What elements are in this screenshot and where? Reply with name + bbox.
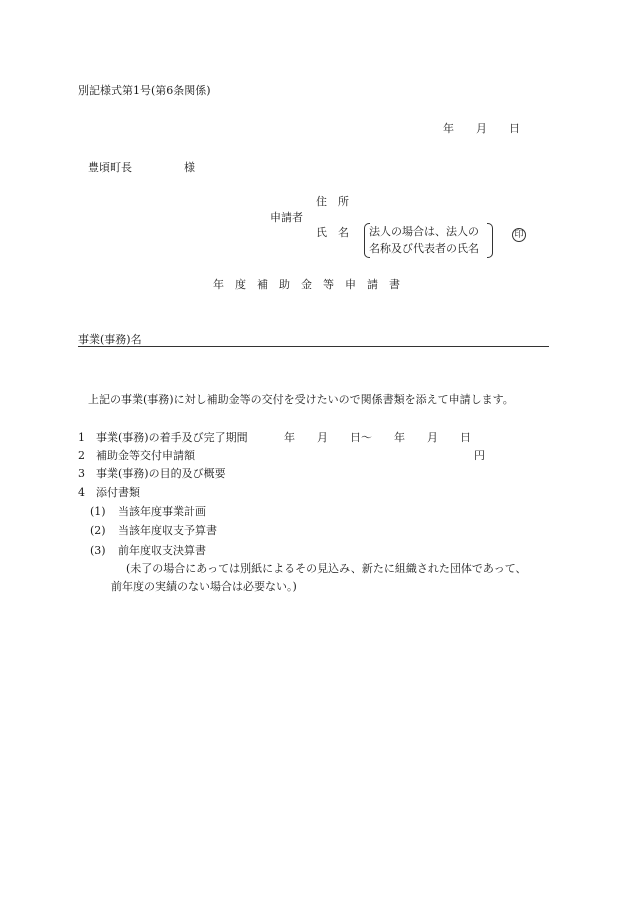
item-3-label: 事業(事務)の目的及び概要	[96, 467, 226, 480]
project-name-label: 事業(事務)名	[78, 333, 142, 346]
item-2-num: 2	[78, 449, 85, 462]
corp-note-line2: 名称及び代表者の氏名	[369, 242, 479, 255]
attachment-1-num: (1)	[90, 505, 106, 518]
attachment-2-label: 当該年度収支予算書	[118, 524, 217, 537]
form-number: 別記様式第1号(第6条関係)	[78, 84, 211, 97]
body-text: 上記の事業(事務)に対し補助金等の交付を受けたいので関係書類を添えて申請します。	[88, 393, 514, 406]
attachment-2-num: (2)	[90, 524, 106, 537]
item-4-num: 4	[78, 486, 85, 499]
date-line: 年 月 日	[443, 122, 520, 135]
attachment-3-num: (3)	[90, 544, 106, 557]
item-1-num: 1	[78, 431, 85, 444]
project-name-underline	[78, 346, 549, 347]
item-1-value: 年 月 日～ 年 月 日	[284, 431, 471, 444]
addressee-honorific: 様	[184, 161, 195, 174]
address-label: 住 所	[316, 195, 349, 208]
attachment-1-label: 当該年度事業計画	[118, 505, 206, 518]
applicant-label: 申請者	[270, 211, 303, 224]
note-line-1: (未了の場合にあっては別紙によるその見込み、新たに組織された団体であって、	[126, 562, 527, 575]
item-2-value: 円	[474, 449, 485, 462]
addressee-town: 豊頃町長	[88, 161, 132, 174]
note-line-2: 前年度の実績のない場合は必要ない。)	[111, 580, 297, 593]
name-label: 氏 名	[316, 226, 349, 239]
corp-note-line1: 法人の場合は、法人の	[369, 225, 479, 238]
right-bracket	[487, 223, 493, 258]
item-3-num: 3	[78, 467, 85, 480]
corporation-note	[364, 223, 493, 258]
attachment-3-label: 前年度収支決算書	[118, 544, 206, 557]
item-1-label: 事業(事務)の着手及び完了期間	[96, 431, 248, 444]
item-4-label: 添付書類	[96, 486, 140, 499]
seal-mark: 印	[512, 228, 526, 242]
item-2-label: 補助金等交付申請額	[96, 449, 195, 462]
document-title: 年 度 補 助 金 等 申 請 書	[213, 278, 400, 291]
